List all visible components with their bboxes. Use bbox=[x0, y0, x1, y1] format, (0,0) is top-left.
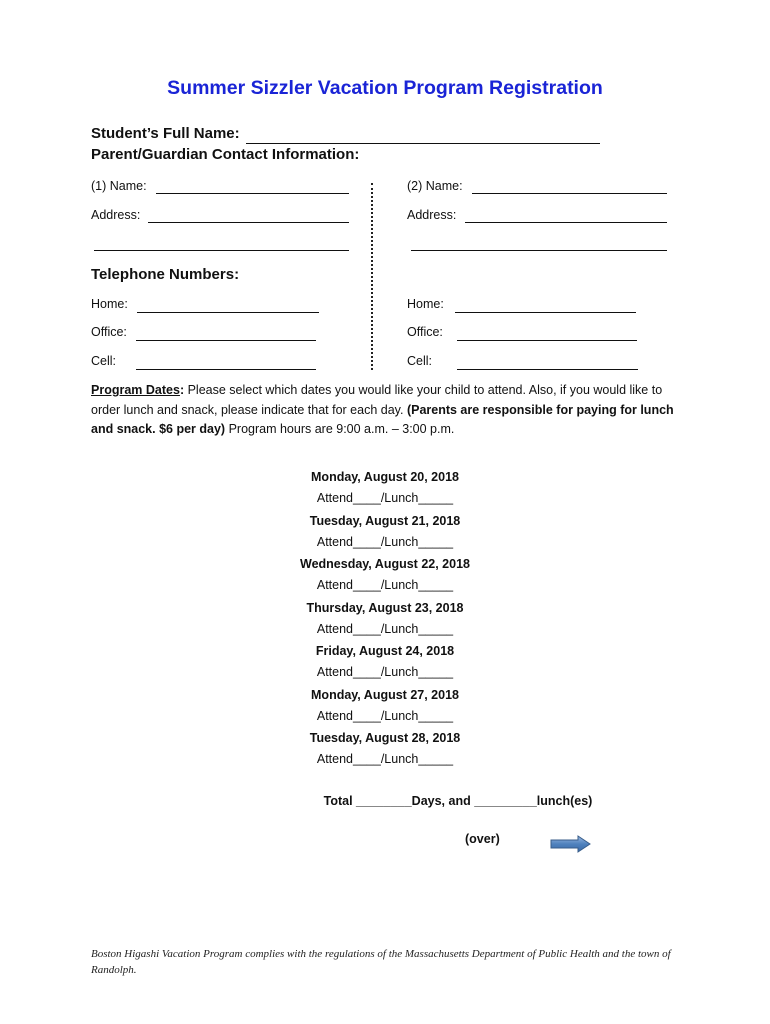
program-instructions: Please select which dates you would like your child to attend. Also, if you would like to order lunch and snack, please indicate that for each day. bbox=[91, 383, 663, 417]
contact1-address-field[interactable] bbox=[148, 222, 349, 223]
day-date: Tuesday, August 21, 2018 bbox=[309, 513, 461, 528]
student-name-field[interactable] bbox=[246, 143, 600, 144]
compliance-footer: Boston Higashi Vacation Program complies with the regulations of the Massachusetts Department of Public Health and the town of Randolph. bbox=[91, 948, 671, 976]
attend-lunch-field[interactable]: Attend____/Lunch_____ bbox=[316, 491, 454, 505]
schedule-list bbox=[0, 466, 770, 771]
attend-lunch-field[interactable]: Attend____/Lunch_____ bbox=[316, 708, 454, 723]
schedule-day bbox=[0, 510, 770, 554]
contact1-address-label: Address: bbox=[91, 208, 141, 222]
attend-lunch-field[interactable]: Attend____/Lunch_____ bbox=[316, 534, 454, 549]
student-name-label: Student’s Full Name: bbox=[91, 125, 240, 142]
contact2-address-label: Address: bbox=[407, 208, 457, 222]
schedule-day bbox=[0, 684, 770, 728]
contact1-home-field[interactable] bbox=[137, 312, 319, 313]
right-arrow-icon bbox=[550, 835, 592, 858]
total-days-lunches-field[interactable]: Total ________Days, and _________lunch(es) bbox=[323, 794, 593, 808]
contact2-address-field[interactable] bbox=[465, 222, 667, 223]
contact2-cell-label: Cell: bbox=[407, 354, 433, 368]
over-note: (over) bbox=[465, 832, 500, 846]
day-date: Wednesday, August 22, 2018 bbox=[300, 557, 470, 571]
schedule-day bbox=[0, 597, 770, 641]
contact2-address-line2[interactable] bbox=[411, 250, 667, 251]
attend-lunch-field[interactable]: Attend____/Lunch_____ bbox=[316, 752, 454, 766]
schedule-day bbox=[0, 553, 770, 597]
contact1-home-label: Home: bbox=[91, 297, 128, 311]
contact2-name-field[interactable] bbox=[472, 193, 667, 194]
day-date: Monday, August 20, 2018 bbox=[311, 470, 459, 484]
attend-lunch-field[interactable]: Attend____/Lunch_____ bbox=[316, 621, 454, 636]
day-date: Thursday, August 23, 2018 bbox=[306, 600, 464, 615]
program-hours: Program hours are 9:00 a.m. – 3:00 p.m. bbox=[225, 422, 455, 436]
contact1-name-label: (1) Name: bbox=[91, 179, 147, 193]
attend-lunch-field[interactable]: Attend____/Lunch_____ bbox=[316, 578, 454, 592]
contact2-cell-field[interactable] bbox=[457, 369, 638, 370]
page-title: Summer Sizzler Vacation Program Registration bbox=[167, 77, 603, 99]
attend-lunch-field[interactable]: Attend____/Lunch_____ bbox=[316, 665, 454, 679]
payment-note: (Parents are responsible for paying for lunch and snack. $6 per day) bbox=[91, 402, 674, 436]
schedule-day bbox=[0, 466, 770, 510]
contact1-cell-label: Cell: bbox=[91, 354, 117, 368]
parent-contact-heading: Parent/Guardian Contact Information: bbox=[91, 146, 360, 163]
schedule-day bbox=[0, 640, 770, 684]
contact1-cell-field[interactable] bbox=[136, 369, 316, 370]
telephone-heading: Telephone Numbers: bbox=[91, 266, 240, 283]
day-date: Monday, August 27, 2018 bbox=[311, 687, 459, 702]
contact1-address-line2[interactable] bbox=[94, 250, 349, 251]
contact2-name-label: (2) Name: bbox=[407, 179, 463, 193]
contact1-office-field[interactable] bbox=[136, 340, 316, 341]
contact1-office-label: Office: bbox=[91, 325, 127, 339]
contact2-office-label: Office: bbox=[407, 325, 443, 339]
day-date: Friday, August 24, 2018 bbox=[315, 644, 455, 658]
contact2-home-label: Home: bbox=[407, 297, 444, 311]
contact2-home-field[interactable] bbox=[455, 312, 636, 313]
schedule-day bbox=[0, 727, 770, 771]
column-divider bbox=[371, 183, 373, 370]
contact1-name-field[interactable] bbox=[156, 193, 349, 194]
program-dates-paragraph: Program Dates: Please select which dates you would like your child to attend. Also, if you would like to order lunch and snack, please indicate that for each day. (Parents are responsible for paying for lunch and snack. $6 per day) Program hours are 9:00 a.m. – 3:00 p.m. bbox=[91, 383, 674, 436]
program-dates-label: Program Dates bbox=[91, 383, 180, 397]
day-date: Tuesday, August 28, 2018 bbox=[309, 731, 461, 745]
contact2-office-field[interactable] bbox=[457, 340, 637, 341]
